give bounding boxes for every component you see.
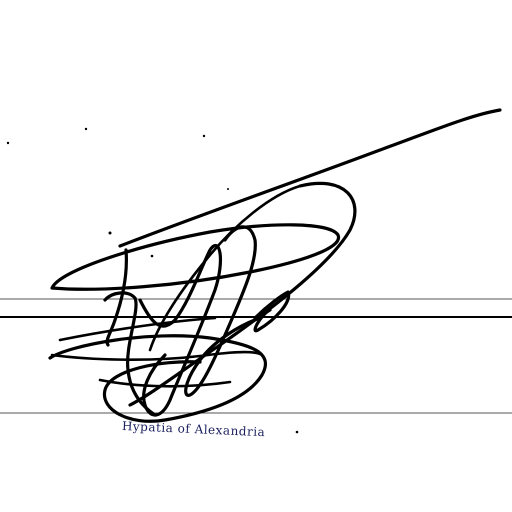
signature-stroke-lower-loop: [50, 336, 265, 422]
signature-stroke-f-loop: [186, 227, 260, 396]
signature-stroke-y-loop: [140, 246, 220, 415]
signature-stroke-oval-inner: [150, 186, 300, 350]
printed-signer-name: Hypatia of Alexandria: [121, 419, 266, 440]
signature-stroke-underline: [52, 352, 262, 360]
handwritten-signature: [7, 110, 500, 433]
